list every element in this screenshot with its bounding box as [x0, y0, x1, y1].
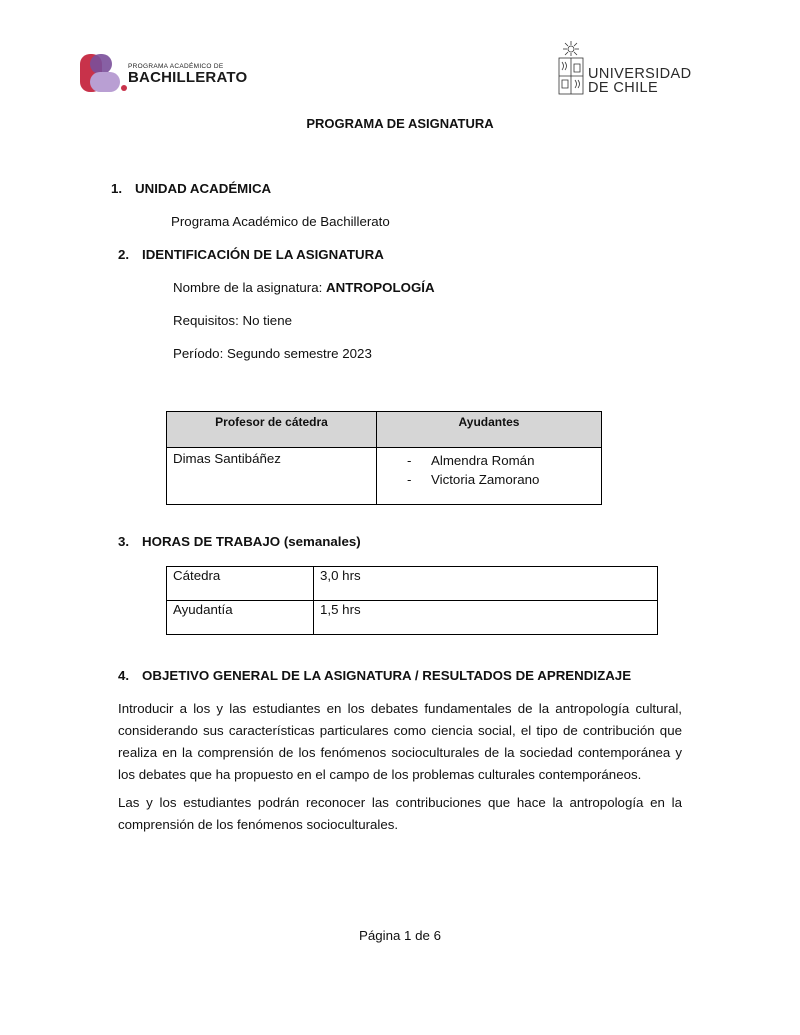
objetivo-paragraph-2: Las y los estudiantes podrán reconocer las contribuciones que hace la antropología en la comprensión de los fenómenos socioculturales.: [118, 795, 682, 832]
section-2-heading: IDENTIFICACIÓN DE LA ASIGNATURA: [142, 247, 384, 262]
section-1-number: 1.: [111, 181, 123, 196]
ayudantes-cell: [377, 448, 602, 505]
header-ayudantes: Ayudantes: [377, 412, 602, 448]
universidad-de-chile-logo: [556, 40, 696, 98]
nombre-asignatura-label: Nombre de la asignatura:: [173, 280, 326, 295]
list-item: [377, 451, 601, 470]
section-4-heading: OBJETIVO GENERAL DE LA ASIGNATURA / RESULTADOS DE APRENDIZAJE: [142, 668, 632, 683]
page-title: PROGRAMA DE ASIGNATURA: [306, 116, 494, 131]
section-4-number: 4.: [118, 668, 130, 683]
ayudante-name: Almendra Román: [431, 453, 535, 468]
section-1-heading: UNIDAD ACADÉMICA: [135, 181, 272, 196]
unidad-academica-value: Programa Académico de Bachillerato: [171, 214, 390, 229]
section-2-number: 2.: [118, 247, 130, 262]
hours-value-cell: 3,0 hrs: [314, 567, 658, 601]
section-3-heading: HORAS DE TRABAJO (semanales): [142, 534, 361, 549]
wordmark-line1: UNIVERSIDAD: [588, 66, 692, 82]
hours-table: [166, 566, 658, 635]
nombre-asignatura-value: ANTROPOLOGÍA: [326, 280, 435, 295]
profesor-cell: Dimas Santibáñez: [167, 448, 377, 505]
staff-table-row: [167, 448, 602, 505]
bullet-dash: -: [407, 453, 412, 468]
table-row: [167, 567, 658, 601]
nombre-asignatura: [173, 280, 435, 296]
hours-label-cell: Ayudantía: [167, 601, 314, 635]
periodo: Período: Segundo semestre 2023: [173, 346, 372, 361]
university-crest-icon: [556, 40, 586, 98]
universidad-de-chile-wordmark: [588, 67, 692, 95]
list-item: [377, 470, 601, 489]
objetivo-paragraph-1: Introducir a los y las estudiantes en los debates fundamentales de la antropología cultural, considerando sus características particulares como ciencia social, el tipo de contribución que realiza en la comprensión de los fenómenos socioculturales de la sociedad contemporánea y los debates que ha propuesto en el campo de los problemas culturales contemporáneos.: [118, 701, 682, 782]
section-3-number: 3.: [118, 534, 130, 549]
bachillerato-logo-small-text: PROGRAMA ACADÉMICO DE: [128, 63, 224, 70]
hours-value-cell: 1,5 hrs: [314, 601, 658, 635]
bachillerato-logo-icon: [80, 52, 128, 96]
bachillerato-logo-big-text: BACHILLERATO: [128, 69, 248, 86]
ayudante-name: Victoria Zamorano: [431, 472, 540, 487]
header-profesor: Profesor de cátedra: [167, 412, 377, 448]
ayudantes-list: [377, 451, 601, 489]
wordmark-line2: DE CHILE: [588, 80, 659, 96]
requisitos: Requisitos: No tiene: [173, 313, 292, 328]
staff-table-header-row: [167, 412, 602, 448]
bullet-dash: -: [407, 472, 412, 487]
bachillerato-logo: [80, 52, 250, 96]
staff-table: [166, 411, 602, 505]
page-footer: Página 1 de 6: [358, 928, 442, 943]
hours-label-cell: Cátedra: [167, 567, 314, 601]
table-row: [167, 601, 658, 635]
